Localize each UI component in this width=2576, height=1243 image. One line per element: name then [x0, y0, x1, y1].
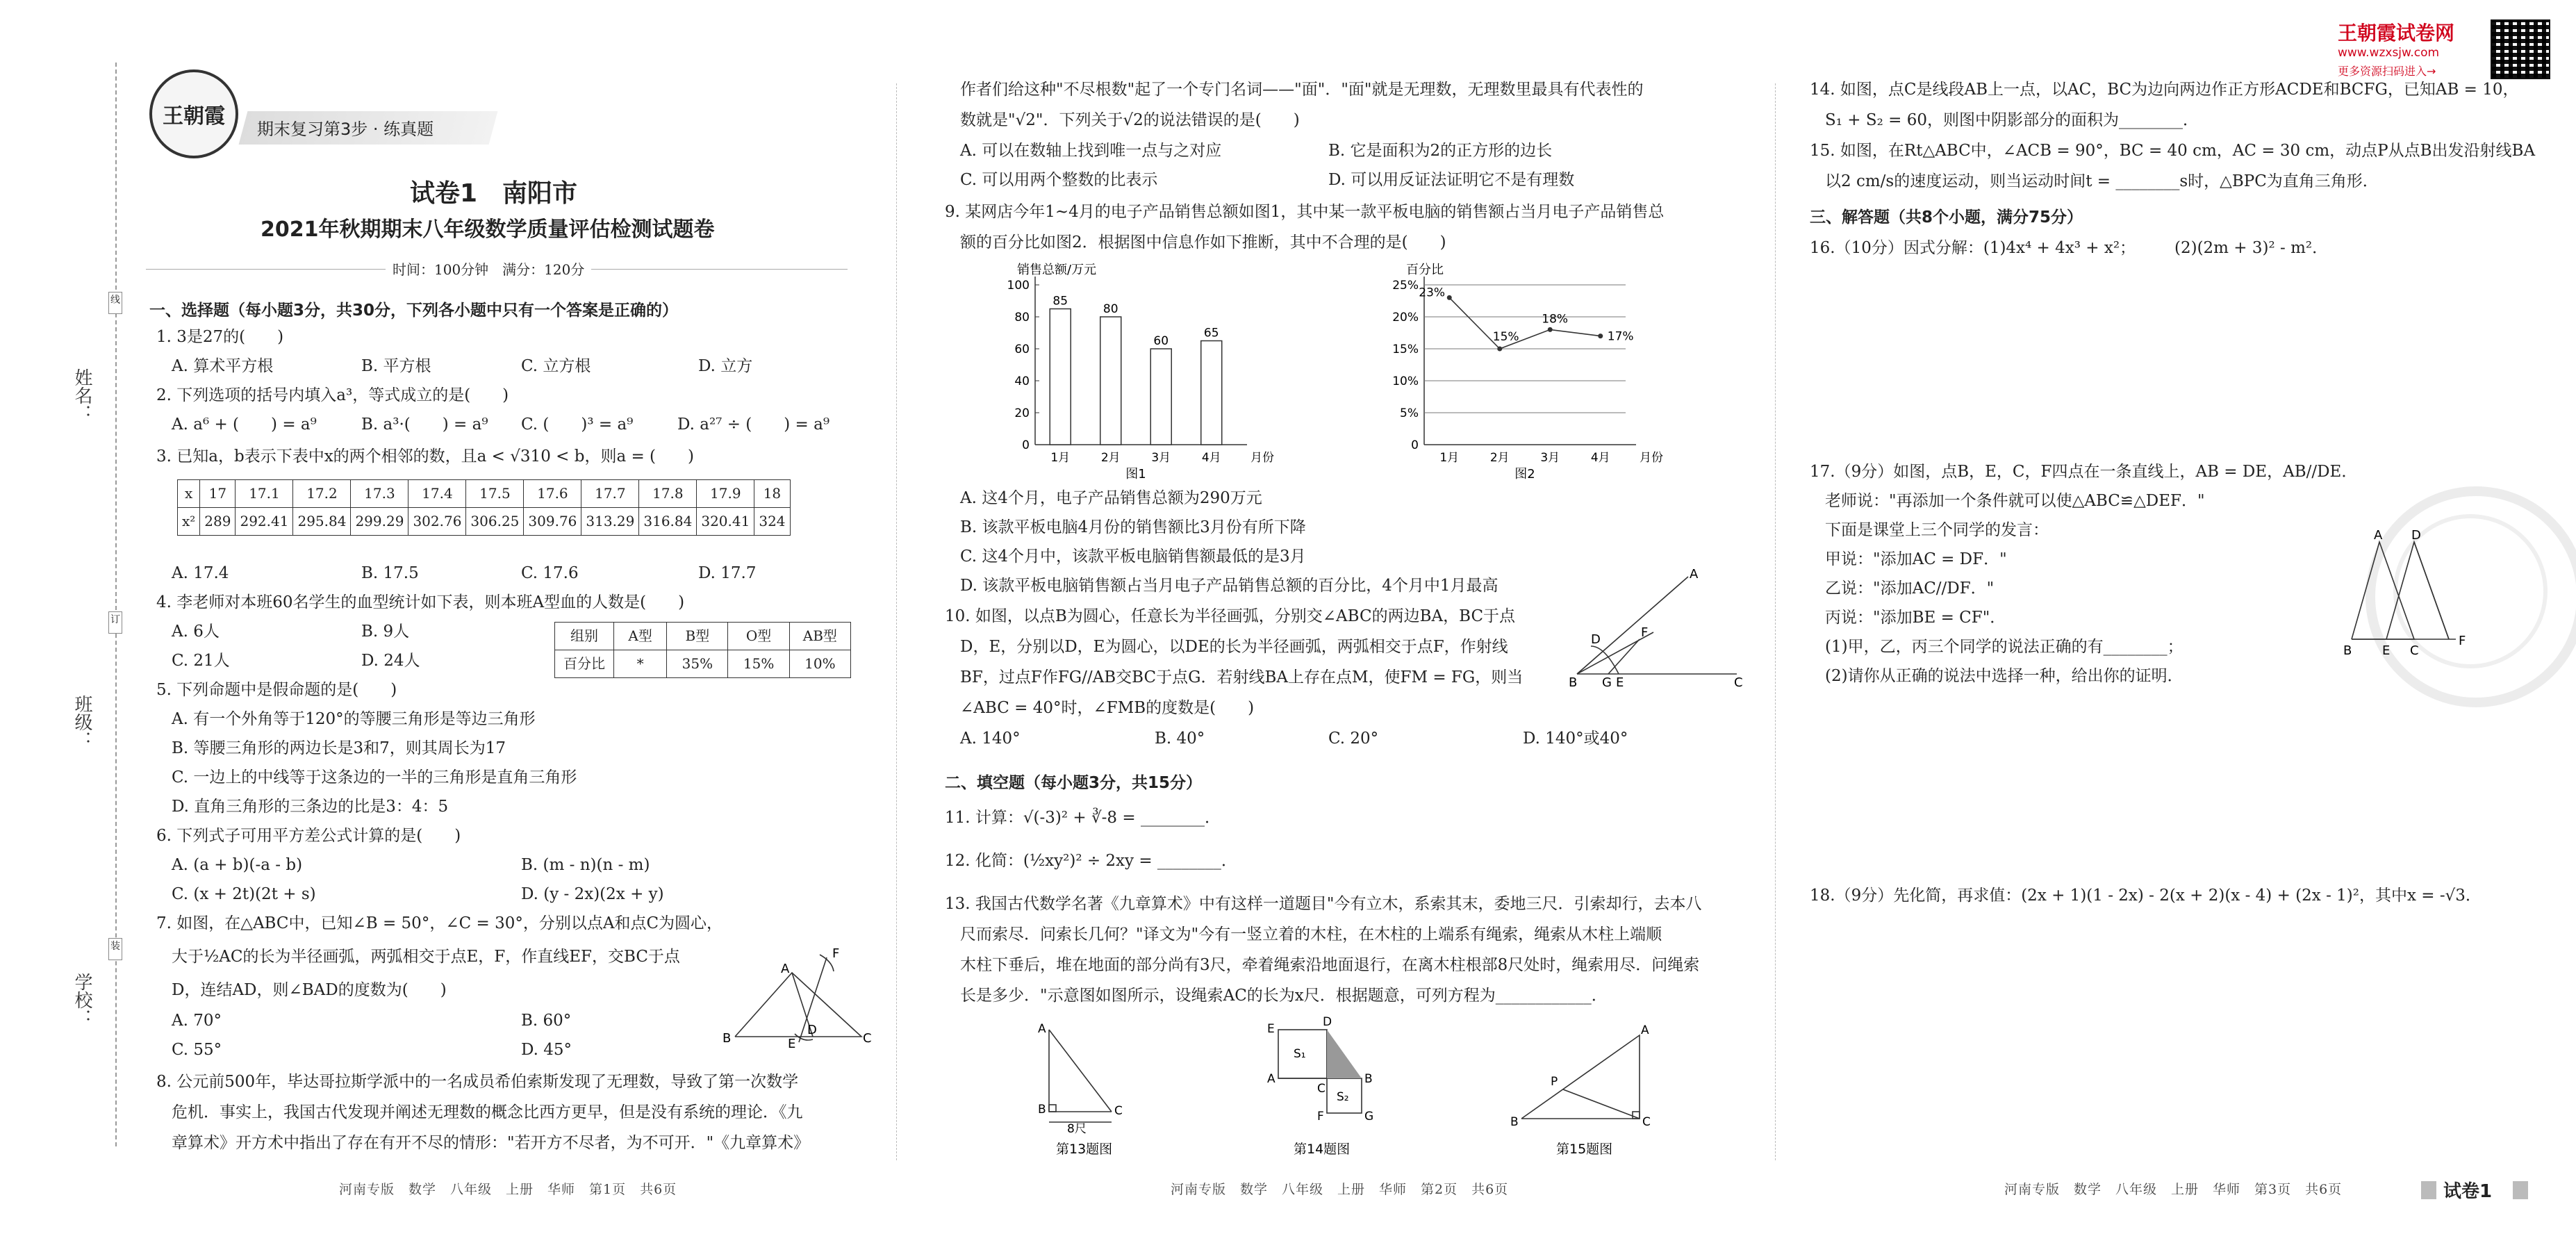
q16-part2: (2)(2m + 3)² - m²．: [2174, 239, 2329, 257]
q17-line3: 下面是课堂上三个同学的发言：: [1825, 521, 2049, 539]
q5: 5. 下列命题中是假命题的是( ): [156, 681, 397, 699]
q7-line1: 7. 如图，在△ABC中，已知∠B = 50°，∠C = 30°，分别以点A和点C为圆心，: [156, 914, 723, 932]
q6: 6. 下列式子可用平方差公式计算的是( ): [156, 827, 461, 845]
q14-label-f: F: [1317, 1110, 1324, 1123]
q2-option-a: A. a⁶ + ( ) = a⁹: [172, 415, 317, 434]
q9-line2: 额的百分比如图2．根据图中信息作如下推断，其中不合理的是( ): [960, 233, 1446, 252]
q14-label-e: E: [1267, 1022, 1275, 1036]
q6-option-b: B. (m - n)(n - m): [521, 856, 650, 874]
q3-cell: 309.76: [524, 508, 581, 536]
q3-table-row-x2: [178, 508, 791, 536]
q4: 4. 李老师对本班60名学生的血型统计如下表，则本班A型血的人数是( ): [156, 593, 685, 611]
q7-label-e: E: [788, 1037, 796, 1049]
q7-option-b: B. 60°: [521, 1012, 572, 1030]
q14-label-b: B: [1364, 1072, 1373, 1086]
chart1-y-tick: 100: [1007, 279, 1030, 293]
q13-label-8chi: 8尺: [1067, 1122, 1087, 1136]
chart2-x-tick: 4月: [1590, 451, 1610, 465]
q3-table-row-x: [178, 480, 791, 508]
q1-option-d: D. 立方: [698, 357, 753, 375]
q13-line4: 长是多少．"示意图如图所示，设绳索AC的长为x尺．根据题意，可列方程为____________．: [960, 987, 1608, 1005]
q4-option-b: B. 9人: [361, 623, 410, 641]
chart2-series-line: [1449, 297, 1601, 349]
q6-option-d: D. (y - 2x)(2x + y): [521, 885, 664, 903]
q17-line8: (2)请你从正确的说法中选择一种，给出你的证明．: [1825, 667, 2183, 685]
chart2-xlabel: 月份: [1640, 451, 1663, 465]
chart1-xlabel: 月份: [1250, 451, 1274, 465]
q8-line5: 数就是"√2"．下列关于√2的说法错误的是( ): [960, 111, 1300, 129]
q4-cell: 百分比: [555, 650, 614, 678]
left-footer: 河南专版 数学 八年级 上册 华师 第1页 共6页: [339, 1182, 677, 1197]
q2-option-b: B. a³·( ) = a⁹: [361, 415, 488, 434]
q6-option-c: C. (x + 2t)(2t + s): [172, 885, 316, 903]
q10-label-f: F: [1641, 625, 1649, 640]
q16: 16.（10分）因式分解：(1)4x⁴ + 4x³ + x²；: [1810, 239, 2136, 257]
q9-option-d: D. 该款平板电脑销售额占当月电子产品销售总额的百分比，4个月中1月最高: [960, 577, 1498, 595]
q15-line2: 以2 cm/s的速度运动，则当运动时间t = ________s时，△BPC为直角三角形．: [1825, 172, 2379, 190]
q14-label-d: D: [1323, 1015, 1332, 1029]
q14-shaded-region: [1327, 1030, 1362, 1078]
q1: 1. 3是27的( ): [156, 328, 284, 346]
q5-option-d: D. 直角三角形的三条边的比是3：4：5: [172, 798, 449, 816]
section-1-heading: 一、选择题（每小题3分，共30分，下列各小题中只有一个答案是正确的）: [149, 302, 679, 320]
q18: 18.（9分）先化简，再求值：(2x + 1)(1 - 2x) - 2(x + 2)(x - 4) + (2x - 1)²，其中x = -√3．: [1810, 887, 2482, 905]
brand-url: www.wzxsjw.com: [2338, 46, 2440, 60]
chart1-y-tick: 40: [1014, 374, 1030, 388]
q17-label-c: C: [2410, 643, 2419, 658]
q4-cell: A型: [613, 623, 666, 650]
q5-option-c: C. 一边上的中线等于这条边的一半的三角形是直角三角形: [172, 768, 577, 787]
q2-option-d: D. a²⁷ ÷ ( ) = a⁹: [677, 415, 830, 434]
chart1-ylabel: 销售总额/万元: [1017, 263, 1097, 277]
q10-option-d: D. 140°或40°: [1523, 730, 1628, 748]
q3-cell: 17.8: [639, 480, 697, 508]
q3-cell: x²: [178, 508, 200, 536]
chart1-title: 图1: [1125, 467, 1146, 479]
q7-label-d: D: [807, 1023, 817, 1037]
q2: 2. 下列选项的括号内填入a³，等式成立的是( ): [156, 386, 509, 404]
section-2-heading: 二、填空题（每小题3分，共15分）: [945, 774, 1203, 792]
chart1-y-tick: 60: [1014, 343, 1030, 356]
q10-label-g: G: [1602, 675, 1612, 688]
q7-line3: D，连结AD，则∠BAD的度数为( ): [172, 981, 447, 999]
q3-cell: 17.3: [351, 480, 408, 508]
right-page: [1775, 0, 2576, 1243]
q17-label-b: B: [2343, 643, 2352, 658]
q13-caption: 第13题图: [1056, 1142, 1113, 1157]
q4-cell: O型: [728, 623, 789, 650]
left-page: [0, 0, 896, 1243]
q8-line3: 章算术》开方术中指出了存在有开不尽的情形："若开方不尽者，为不可开．"《九章算术》: [172, 1134, 810, 1152]
q14-label-c: C: [1317, 1082, 1326, 1096]
review-badge-text: 期末复习第3步 · 练真题: [257, 120, 434, 139]
q3-table: [177, 479, 791, 536]
q3-cell: 316.84: [639, 508, 697, 536]
q7-label-a: A: [781, 962, 790, 976]
q10-label-a: A: [1690, 567, 1699, 582]
q4-option-c: C. 21人: [172, 652, 230, 670]
q11: 11. 计算：√(-3)² + ∛-8 = ________．: [945, 809, 1221, 827]
q3-cell: 17.1: [236, 480, 293, 508]
chart2-point: [1447, 295, 1452, 300]
q13-figure: [1035, 1021, 1146, 1160]
q13-label-b: B: [1038, 1103, 1046, 1117]
chart2-data-label: 17%: [1607, 329, 1634, 344]
q10-label-e: E: [1616, 675, 1624, 688]
chart2-data-label: 23%: [1419, 286, 1446, 300]
chart2-x-tick: 2月: [1489, 451, 1510, 465]
fold-mark: 线: [108, 292, 122, 314]
chart1-bar: [1100, 317, 1121, 445]
binding-line: [115, 63, 117, 1146]
q14-label-a: A: [1267, 1072, 1275, 1086]
q15-caption: 第15题图: [1556, 1142, 1613, 1157]
q7-label-c: C: [863, 1031, 872, 1046]
q4-cell: B型: [667, 623, 728, 650]
paper-title: 试卷1 南阳市: [410, 179, 578, 208]
q9-option-b: B. 该款平板电脑4月份的销售额比3月份有所下降: [960, 518, 1306, 536]
q17-line6: 丙说："添加BE = CF"．: [1825, 609, 2006, 627]
q10-line1: 10. 如图，以点B为圆心，任意长为半径画弧，分别交∠ABC的两边BA，BC于点: [945, 607, 1516, 625]
q3-cell: 17: [200, 480, 236, 508]
logo-text: 王朝霞: [163, 104, 225, 129]
chart1-bar: [1050, 309, 1071, 445]
q3-option-c: C. 17.6: [521, 564, 579, 582]
q9-option-a: A. 这4个月，电子产品销售总额为290万元: [960, 489, 1262, 507]
chart2-y-tick: 5%: [1400, 406, 1419, 420]
q4-option-d: D. 24人: [361, 652, 420, 670]
school-label: 学校：: [72, 973, 92, 1027]
q3-cell: 289: [200, 508, 236, 536]
q17-line5: 乙说："添加AC//DF．": [1825, 579, 1995, 598]
q7-line2: 大于½AC的长为半径画弧，两弧相交于点E，F，作直线EF，交BC于点: [172, 948, 680, 966]
q14-figure: [1257, 1014, 1410, 1160]
q15-figure: [1508, 1021, 1660, 1160]
corner-tag: 试卷1: [2443, 1181, 2493, 1202]
q10-option-b: B. 40°: [1155, 730, 1205, 748]
fold-mark: 订: [108, 611, 122, 634]
right-footer: 河南专版 数学 八年级 上册 华师 第3页 共6页: [2004, 1182, 2343, 1197]
q4-cell: 组别: [555, 623, 614, 650]
q3-option-d: D. 17.7: [698, 564, 757, 582]
q4-cell: AB型: [789, 623, 850, 650]
q8-line1: 8. 公元前500年，毕达哥拉斯学派中的一名成员希伯索斯发现了无理数，导致了第一次数学: [156, 1073, 799, 1091]
q3-cell: 17.9: [697, 480, 754, 508]
q14-label-s1: S₁: [1294, 1047, 1306, 1061]
chart2-x-tick: 1月: [1439, 451, 1460, 465]
brand-name: 王朝霞试卷网: [2338, 22, 2455, 44]
q10-line2: D，E，分别以D，E为圆心，以DE的长为半径画弧，两弧相交于点F，作射线: [960, 638, 1508, 656]
paper-subtitle: 2021年秋期期末八年级数学质量评估检测试题卷: [261, 217, 715, 242]
q3-cell: 320.41: [697, 508, 754, 536]
q3-cell: 306.25: [466, 508, 524, 536]
q6-option-a: A. (a + b)(-a - b): [172, 856, 303, 874]
chart2-point: [1598, 334, 1603, 338]
chart2-x-tick: 3月: [1540, 451, 1560, 465]
chart2-data-label: 15%: [1492, 330, 1519, 344]
q4-table-row: [555, 623, 851, 650]
brand-slogan: 更多资源扫码进入→: [2338, 65, 2436, 78]
chart1-x-tick: 1月: [1050, 451, 1071, 465]
chart1-y-tick: 0: [1022, 438, 1030, 452]
q3-cell: 302.76: [408, 508, 466, 536]
q10-option-a: A. 140°: [960, 730, 1021, 748]
chart1-data-label: 60: [1153, 334, 1169, 348]
q3-cell: 299.29: [351, 508, 408, 536]
chart1-x-tick: 4月: [1201, 451, 1221, 465]
q9-bar-chart: [993, 257, 1292, 479]
q4-cell: 15%: [728, 650, 789, 678]
middle-footer: 河南专版 数学 八年级 上册 华师 第2页 共6页: [1171, 1182, 1509, 1197]
q7-option-a: A. 70°: [172, 1012, 222, 1030]
chart2-title: 图2: [1514, 467, 1535, 479]
q1-option-a: A. 算术平方根: [172, 357, 274, 375]
q3-cell: 324: [754, 508, 790, 536]
q14-caption: 第14题图: [1294, 1142, 1351, 1157]
q3-option-a: A. 17.4: [172, 564, 229, 582]
chart2-y-tick: 20%: [1392, 311, 1419, 324]
q5-option-b: B. 等腰三角形的两边长是3和7，则其周长为17: [172, 739, 506, 757]
q4-cell: 35%: [667, 650, 728, 678]
q17-line7: (1)甲，乙，丙三个同学的说法正确的有________；: [1825, 638, 2183, 656]
q10-figure: [1563, 563, 1751, 688]
q3-option-b: B. 17.5: [361, 564, 419, 582]
q14-label-g: G: [1364, 1110, 1374, 1123]
q10-line3: BF，过点F作FG//AB交BC于点G．若射线BA上存在点M，使FM = FG，则当: [960, 668, 1524, 686]
q3-cell: x: [178, 480, 200, 508]
q13-line2: 尺而索尽．问索长几何？"译文为"今有一竖立着的木柱，在木柱的上端系有绳索，绳索从木柱上端顺: [960, 925, 1662, 944]
chart2-data-label: 18%: [1542, 312, 1569, 327]
q4-table-row: [555, 650, 851, 678]
q4-cell: 10%: [789, 650, 850, 678]
q7-option-d: D. 45°: [521, 1041, 572, 1059]
q8-line2: 危机．事实上，我国古代发现并阐述无理数的概念比西方更早，但是没有系统的理论．《九: [172, 1103, 803, 1121]
q15-label-a: A: [1641, 1023, 1649, 1037]
q2-option-c: C. ( )³ = a⁹: [521, 415, 634, 434]
q14-line2: S₁ + S₂ = 60，则图中阴影部分的面积为________．: [1825, 111, 2199, 129]
name-label: 姓名：: [72, 368, 92, 422]
q5-option-a: A. 有一个外角等于120°的等腰三角形是等边三角形: [172, 710, 536, 728]
q7-label-f: F: [832, 946, 840, 961]
q17-line2: 老师说："再添加一个条件就可以使△ABC≌△DEF．": [1825, 492, 2205, 510]
chart2-point: [1548, 327, 1553, 332]
q10-option-c: C. 20°: [1328, 730, 1379, 748]
chart2-ylabel: 百分比: [1406, 263, 1444, 277]
corner-tag-bar: [2421, 1181, 2436, 1199]
chart2-point: [1497, 347, 1502, 352]
q3-cell: 17.6: [524, 480, 581, 508]
chart1-data-label: 65: [1203, 326, 1219, 340]
q3-cell: 313.29: [581, 508, 639, 536]
class-label: 班级：: [72, 695, 92, 749]
q7-option-c: C. 55°: [172, 1041, 222, 1059]
q8-option-a: A. 可以在数轴上找到唯一点与之对应: [960, 142, 1222, 160]
q3-cell: 17.5: [466, 480, 524, 508]
q17-label-f: F: [2459, 634, 2466, 648]
q8-option-d: D. 可以用反证法证明它不是有理数: [1328, 171, 1575, 189]
q9-option-c: C. 这4个月中，该款平板电脑销售额最低的是3月: [960, 548, 1306, 566]
chart2-y-tick: 25%: [1392, 279, 1419, 293]
chart2-y-tick: 10%: [1392, 374, 1419, 388]
q8-option-b: B. 它是面积为2的正方形的边长: [1328, 142, 1553, 160]
q13-label-c: C: [1114, 1104, 1123, 1118]
q3-cell: 18: [754, 480, 790, 508]
q4-table: [554, 622, 851, 678]
q10-label-d: D: [1591, 632, 1601, 647]
q1-option-b: B. 平方根: [361, 357, 431, 375]
fold-mark: 装: [108, 938, 122, 960]
chart2-y-tick: 15%: [1392, 343, 1419, 356]
q13-label-a: A: [1038, 1022, 1046, 1036]
q17-figure: [2331, 528, 2511, 660]
chart1-x-tick: 3月: [1151, 451, 1171, 465]
chart1-bar: [1201, 341, 1222, 445]
q7-label-b: B: [723, 1031, 732, 1046]
chart1-y-tick: 20: [1014, 406, 1030, 420]
q3-cell: 17.2: [293, 480, 351, 508]
corner-tag-bar: [2513, 1181, 2528, 1199]
q15-line1: 15. 如图，在Rt△ABC中，∠ACB = 90°，BC = 40 cm，AC = 30 cm，动点P从点B出发沿射线BA: [1810, 142, 2536, 160]
q9-line1: 9. 某网店今年1~4月的电子产品销售总额如图1，其中某一款平板电脑的销售额占当月电子产品销售总: [945, 203, 1665, 221]
q3-cell: 17.7: [581, 480, 639, 508]
chart1-bar: [1150, 349, 1171, 445]
q9-line-chart: [1382, 257, 1681, 479]
q8-option-c: C. 可以用两个整数的比表示: [960, 171, 1158, 189]
q13-line1: 13. 我国古代数学名著《九章算术》中有这样一道题目"今有立木，系索其末，委地三尺．引索却行，去本八: [945, 895, 1702, 913]
chart1-y-tick: 80: [1014, 311, 1030, 324]
q8-line4: 作者们给这种"不尽根数"起了一个专门名词——"面"．"面"就是无理数，无理数里最具有代表性的: [960, 81, 1644, 99]
q17-label-e: E: [2382, 643, 2391, 658]
q15-label-p: P: [1551, 1075, 1558, 1089]
q14-line1: 14. 如图，点C是线段AB上一点，以AC，BC为边向两边作正方形ACDE和BCFG，已知AB = 10，: [1810, 81, 2519, 99]
q4-cell: *: [613, 650, 666, 678]
middle-page: [896, 0, 1775, 1243]
q12: 12. 化简：(½xy²)² ÷ 2xy = ________．: [945, 852, 1237, 870]
q17-label-d: D: [2411, 528, 2421, 543]
q10-label-b: B: [1569, 675, 1578, 688]
q7-figure: [723, 945, 875, 1049]
q3-cell: 292.41: [236, 508, 293, 536]
q3-cell: 295.84: [293, 508, 351, 536]
time-line: 时间：100分钟 满分：120分: [386, 258, 591, 279]
chart1-x-tick: 2月: [1100, 451, 1121, 465]
q17-line4: 甲说："添加AC = DF．": [1825, 550, 2007, 568]
q1-option-c: C. 立方根: [521, 357, 591, 375]
q13-line3: 木柱下垂后，堆在地面的部分尚有3尺，牵着绳索沿地面退行，在离木柱根部8尺处时，绳索用尽．问绳索: [960, 956, 1700, 974]
chart1-data-label: 85: [1052, 294, 1068, 308]
q3: 3. 已知a，b表示下表中x的两个相邻的数，且a < √310 < b，则a = ( ): [156, 447, 694, 466]
chart2-y-tick: 0: [1411, 438, 1419, 452]
q15-label-c: C: [1642, 1115, 1651, 1129]
q3-cell: 17.4: [408, 480, 466, 508]
q10-line4: ∠ABC = 40°时，∠FMB的度数是( ): [960, 699, 1255, 717]
q17-line1: 17.（9分）如图，点B，E，C，F四点在一条直线上，AB = DE，AB//DE．: [1810, 463, 2358, 481]
section-3-heading: 三、解答题（共8个小题，满分75分）: [1810, 208, 2083, 227]
q4-option-a: A. 6人: [172, 623, 220, 641]
chart1-data-label: 80: [1103, 302, 1118, 316]
q14-label-s2: S₂: [1337, 1090, 1349, 1104]
q15-label-b: B: [1510, 1115, 1519, 1129]
q17-label-a: A: [2374, 528, 2383, 543]
q10-label-c: C: [1734, 675, 1743, 688]
